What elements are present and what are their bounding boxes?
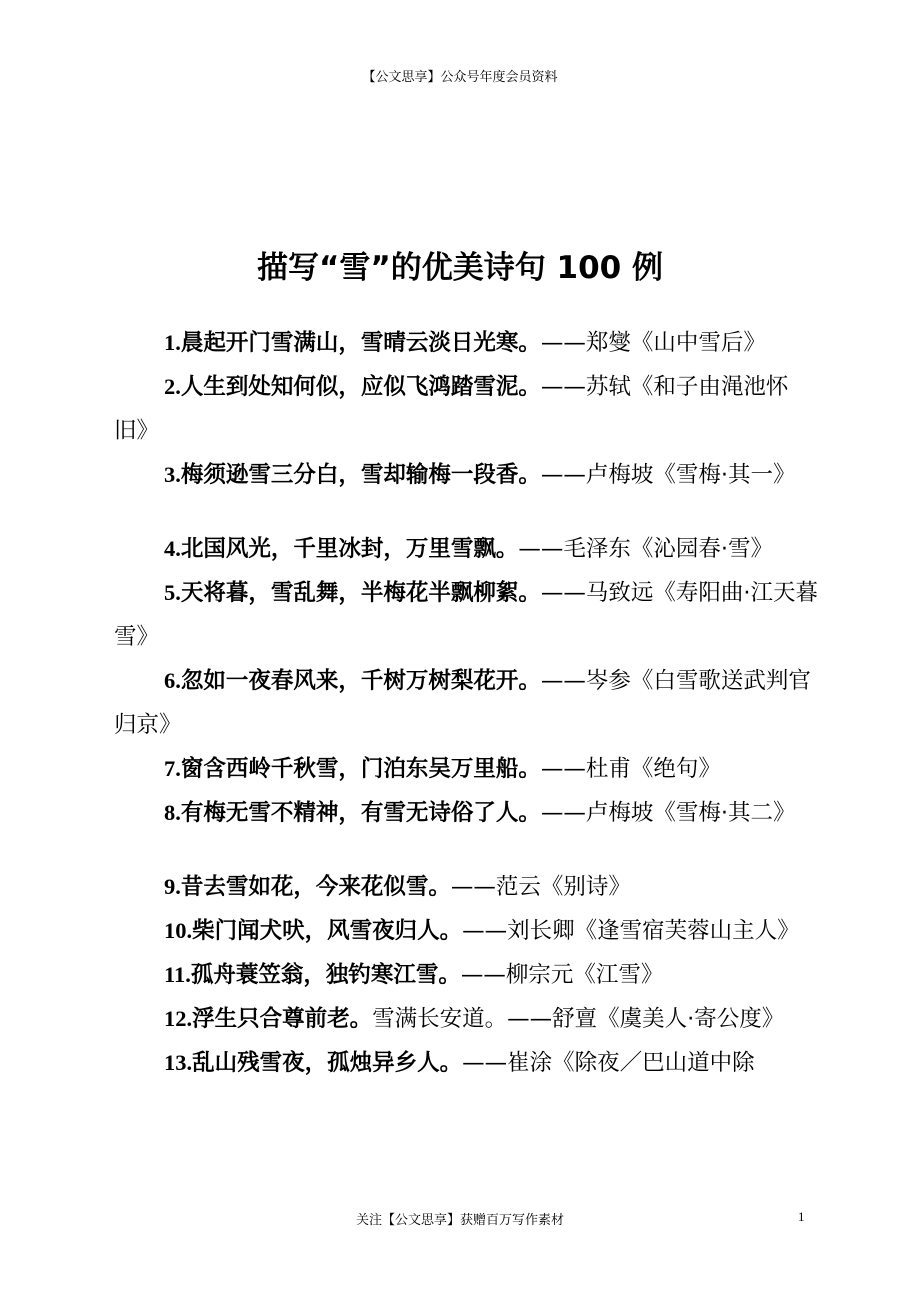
poem-item-6 (114, 659, 820, 747)
item-number: 1. (164, 330, 181, 355)
item-verse: 北国风光，千里冰封，万里雪飘。 (180, 536, 519, 562)
poem-item-11 (114, 953, 820, 997)
item-source: ——苏轼《和子由渑池怀旧》 (114, 374, 789, 444)
item-source: ——卢梅坡《雪梅·其一》 (540, 462, 796, 488)
item-number: 11. (164, 962, 191, 987)
item-source: ——岑参《白雪歌送武判官归京》 (114, 668, 811, 738)
item-source: ——范云《别诗》 (450, 874, 631, 900)
item-verse: 梅须逊雪三分白，雪却输梅一段香。 (180, 462, 541, 488)
page-number: 1 (798, 1209, 805, 1224)
item-verse: 天将暮，雪乱舞，半梅花半飘柳絮。 (180, 580, 541, 606)
poem-item-5 (114, 571, 820, 659)
item-verse: 孤舟蓑笠翁，独钓寒江雪。 (190, 962, 461, 988)
item-source: ——杜甫《绝句》 (540, 756, 721, 782)
item-verse: 人生到处知何似，应似飞鸿踏雪泥。 (180, 374, 541, 400)
item-source: ——马致远《寿阳曲·江天暮雪》 (114, 580, 819, 650)
item-source: ——卢梅坡《雪梅·其二》 (540, 800, 796, 826)
item-verse: 浮生只合尊前老。 (192, 1006, 373, 1032)
item-verse: 有梅无雪不精神，有雪无诗俗了人。 (180, 800, 541, 826)
item-number: 5. (164, 580, 181, 605)
item-source: ——刘长卿《逢雪宿芙蓉山主人》 (462, 918, 800, 944)
poem-list (114, 321, 820, 1085)
item-number: 13. (164, 1050, 193, 1075)
item-verse: 昔去雪如花，今来花似雪。 (180, 874, 451, 900)
page-header: 【公文思享】公众号年度会员资料 (362, 70, 558, 85)
item-number: 10. (164, 918, 193, 943)
poem-item-3 (114, 453, 820, 497)
document-title: 描写“雪”的优美诗句 100 例 (256, 250, 664, 286)
poem-item-10 (114, 909, 820, 953)
poem-item-4 (114, 527, 820, 571)
item-number: 7. (164, 756, 181, 781)
poem-item-1 (114, 321, 820, 365)
item-source: ——柳宗元《江雪》 (460, 962, 664, 988)
item-number: 6. (164, 668, 181, 693)
item-verse: 窗含西岭千秋雪，门泊东吴万里船。 (180, 756, 541, 782)
item-verse: 柴门闻犬吠，风雪夜归人。 (192, 918, 463, 944)
poem-item-8 (114, 791, 820, 835)
item-source: ——毛泽东《沁园春·雪》 (518, 536, 774, 562)
item-number: 8. (164, 800, 181, 825)
item-number: 3. (164, 462, 181, 487)
page-footer: 关注【公文思享】获赠百万写作素材 (355, 1213, 564, 1228)
item-number: 2. (164, 374, 181, 399)
poem-item-7 (114, 747, 820, 791)
item-number: 9. (164, 874, 181, 899)
item-number: 4. (164, 536, 181, 561)
poem-item-9 (114, 865, 820, 909)
item-verse: 晨起开门雪满山，雪晴云淡日光寒。 (180, 330, 541, 356)
item-source: ——郑燮《山中雪后》 (540, 330, 766, 356)
item-number: 12. (164, 1006, 193, 1031)
poem-item-2 (114, 365, 820, 453)
item-verse: 乱山残雪夜，孤烛异乡人。 (192, 1050, 463, 1076)
item-source: 雪满长安道。——舒亶《虞美人·寄公度》 (372, 1006, 785, 1032)
item-source: ——崔涂《除夜／巴山道中除 (462, 1050, 755, 1076)
item-verse: 忽如一夜春风来，千树万树梨花开。 (180, 668, 541, 694)
poem-item-13 (114, 1041, 820, 1085)
poem-item-12 (114, 997, 820, 1041)
